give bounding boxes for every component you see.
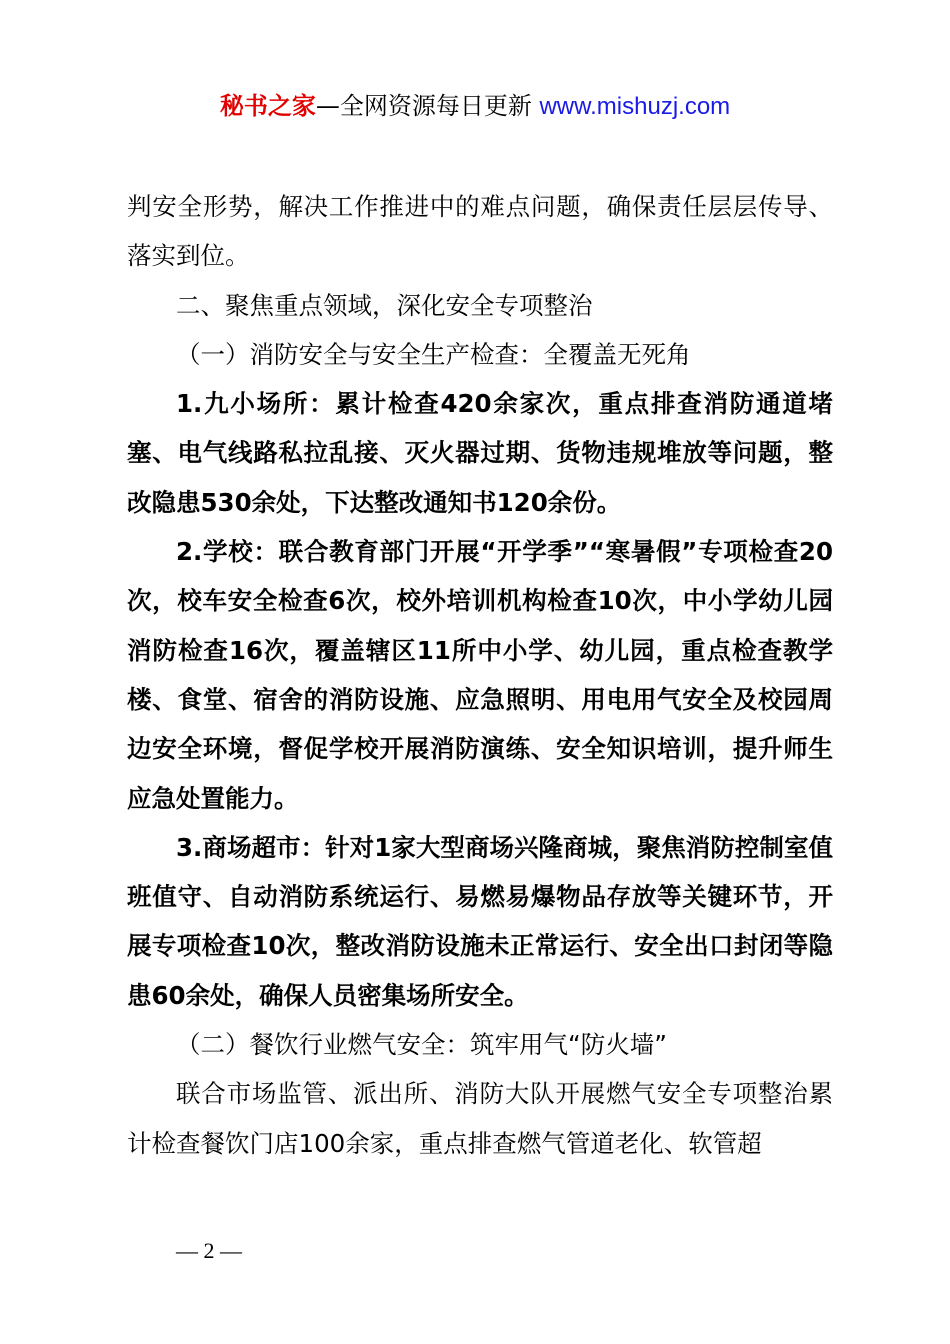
site-header [0,86,950,127]
site-brand: 秘书之家 [219,92,316,120]
item-shopping-malls: 3.商场超市：针对1家大型商场兴隆商城，聚焦消防控制室值班值守、自动消防系统运行、易燃易爆物品存放等关键环节，开展专项检查10次，整改消防设施未正常运行、安全出口封闭等隐患60余处，确保人员密集场所安全。 [127,832,833,1010]
paragraph-continuation: 判安全形势，解决工作推进中的难点问题，确保责任层层传导、落实到位。 [127,192,833,271]
section-heading-2: 二、聚焦重点领域，深化安全专项整治 [176,290,593,320]
subsection-heading-1: （一）消防安全与安全生产检查：全覆盖无死角 [176,339,691,369]
site-url-link[interactable]: www.mishuzj.com [539,93,731,120]
document-body [127,182,833,1168]
page-number: — 2 — [176,1238,242,1263]
subsection-heading-2: （二）餐饮行业燃气安全：筑牢用气“防火墙” [176,1030,667,1060]
site-slogan: —全网资源每日更新 [315,92,540,120]
paragraph-gas-safety: 联合市场监管、派出所、消防大队开展燃气安全专项整治累计检查餐饮门店100余家，重点排查燃气管道老化、软管超 [127,1079,833,1158]
item-schools: 2.学校：联合教育部门开展“开学季”“寒暑假”专项检查20次，校车安全检查6次，校外培训机构检查10次，中小学幼儿园消防检查16次，覆盖辖区11所中小学、幼儿园，重点检查教学楼、食堂、宿舍的消防设施、应急照明、用电用气安全及校园周边安全环境，督促学校开展消防演练、安全知识培训，提升师生应急处置能力。 [127,537,833,813]
item-nine-small-venues: 1.九小场所：累计检查420余家次，重点排查消防通道堵塞、电气线路私拉乱接、灭火器过期、货物违规堆放等问题，整改隐患530余处，下达整改通知书120余份。 [127,389,833,517]
